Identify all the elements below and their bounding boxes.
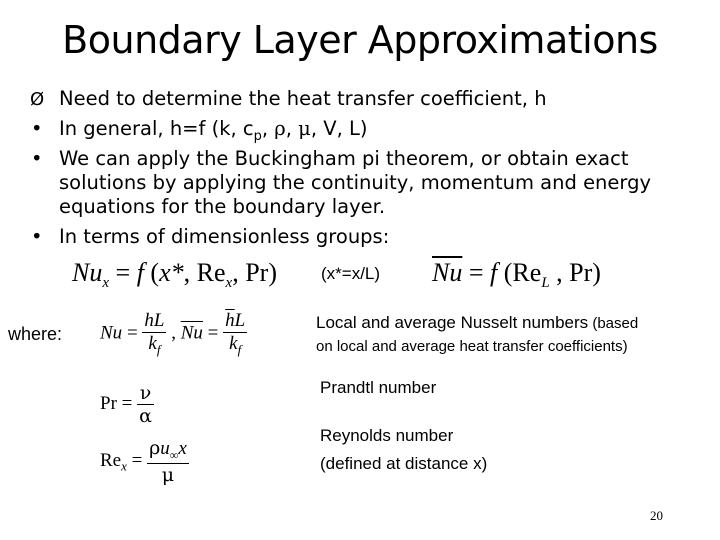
bullet-text-3-line2: solutions by applying the continuity, momentum and energy xyxy=(59,171,652,194)
open-paren: ( xyxy=(143,258,160,287)
nu-bar-fraction xyxy=(223,310,247,358)
re-subscript: x xyxy=(121,458,127,474)
re-symbol: Re xyxy=(196,258,226,287)
nu-fraction xyxy=(142,310,166,358)
equals-sign: = xyxy=(122,322,143,344)
pr-symbol: Pr xyxy=(245,258,269,287)
fraction-numerator xyxy=(223,310,247,332)
nu-subscript: x xyxy=(102,275,110,292)
x-star: x* xyxy=(159,258,184,287)
prandtl-label: Prandtl number xyxy=(320,378,437,397)
h-bar-symbol: $\overline{h}$ xyxy=(225,310,235,331)
bullet-arrow xyxy=(30,86,44,113)
re-subscript: L xyxy=(541,275,550,292)
prandtl-fraction xyxy=(137,382,154,427)
pr-symbol: Pr xyxy=(100,392,117,414)
nusselt-note-small: (based xyxy=(588,315,639,332)
function-f: f xyxy=(490,258,498,287)
mu-symbol: μ xyxy=(147,463,189,486)
equals-sign: = xyxy=(126,449,148,471)
k-symbol: k xyxy=(229,333,238,354)
nusselt-note-line2: on local and average heat transfer coefficients) xyxy=(316,338,628,355)
comma: , xyxy=(549,258,570,287)
nu-kinematic-symbol: ν xyxy=(139,382,152,404)
bullet-2-post: , xyxy=(261,117,275,140)
equals-sign: = xyxy=(116,392,138,414)
re-subscript: x xyxy=(225,275,233,292)
x-symbol: x xyxy=(178,438,187,459)
fraction-numerator xyxy=(147,437,189,463)
l-symbol: L xyxy=(234,310,246,331)
k-symbol: k xyxy=(148,333,157,354)
rho-symbol: ρ xyxy=(274,117,286,140)
arrow-bullet-icon: Ø xyxy=(30,89,45,110)
rho-symbol: ρ xyxy=(149,437,161,459)
nu-symbol: Nu xyxy=(100,322,123,344)
comma: , xyxy=(232,258,246,287)
nusselt-note-main: Local and average Nusselt numbers xyxy=(316,313,589,332)
bullet-text-3-line3: equations for the boundary layer. xyxy=(59,195,386,218)
bullet-2-tail: , V, L) xyxy=(310,117,368,140)
bullet-dot-icon: • xyxy=(31,117,43,140)
equals-sign: = xyxy=(462,258,491,287)
cp-subscript: p xyxy=(253,128,262,144)
equation-average-nusselt xyxy=(432,258,601,292)
mu-symbol: μ xyxy=(298,117,311,140)
re-symbol: Re xyxy=(512,258,542,287)
pr-symbol: Pr xyxy=(569,258,593,287)
equation-local-nusselt xyxy=(72,258,277,292)
bullet-dot-icon: • xyxy=(31,147,43,170)
reynolds-fraction xyxy=(147,437,189,486)
k-subscript: f xyxy=(237,341,242,357)
fraction-denominator xyxy=(142,332,166,358)
u-symbol: u xyxy=(160,438,170,459)
alpha-symbol: α xyxy=(139,405,152,427)
nusselt-note-line1 xyxy=(316,313,638,333)
equals-sign: = xyxy=(202,322,224,344)
reynolds-label-line1: Reynolds number xyxy=(320,426,454,445)
infinity-subscript: ∞ xyxy=(169,447,179,462)
equation-nusselt-definition xyxy=(100,310,247,358)
equation-reynolds xyxy=(100,437,189,486)
nu-symbol: Nu xyxy=(72,258,103,287)
fraction-numerator: hL xyxy=(144,310,165,331)
close-paren: ) xyxy=(592,258,601,287)
page-number: 20 xyxy=(650,508,663,523)
nu-bar-symbol: $\overline{Nu}$ xyxy=(180,322,203,344)
comma: , xyxy=(183,258,197,287)
fraction-denominator xyxy=(223,332,247,358)
bullet-2-pre: In general, h=f (k, c xyxy=(59,117,254,140)
bullet-text-4: In terms of dimensionless groups: xyxy=(59,225,390,248)
equals-sign: = xyxy=(109,258,137,287)
xstar-note: (x*=x/L) xyxy=(321,264,381,283)
equation-prandtl xyxy=(100,382,154,427)
bullet-text-2 xyxy=(59,116,367,150)
reynolds-label-line2: (defined at distance x) xyxy=(320,454,488,473)
close-paren: ) xyxy=(268,258,277,287)
k-subscript: f xyxy=(156,341,161,357)
slide-title: Boundary Layer Approximations xyxy=(62,18,658,62)
bullet-text-1: Need to determine the heat transfer coefficient, h xyxy=(59,87,547,110)
bullet-text-3-line1: We can apply the Buckingham pi theorem, or obtain exact xyxy=(59,147,629,170)
re-symbol: Re xyxy=(100,449,122,471)
where-label: where: xyxy=(8,324,63,344)
separator: , xyxy=(166,322,181,344)
bullet-dot-icon: • xyxy=(31,225,43,248)
bullet-2-comma: , xyxy=(285,117,299,140)
function-f: f xyxy=(136,258,144,287)
nu-bar-symbol: $\overline{Nu}$ xyxy=(432,258,463,287)
open-paren: ( xyxy=(497,258,513,287)
